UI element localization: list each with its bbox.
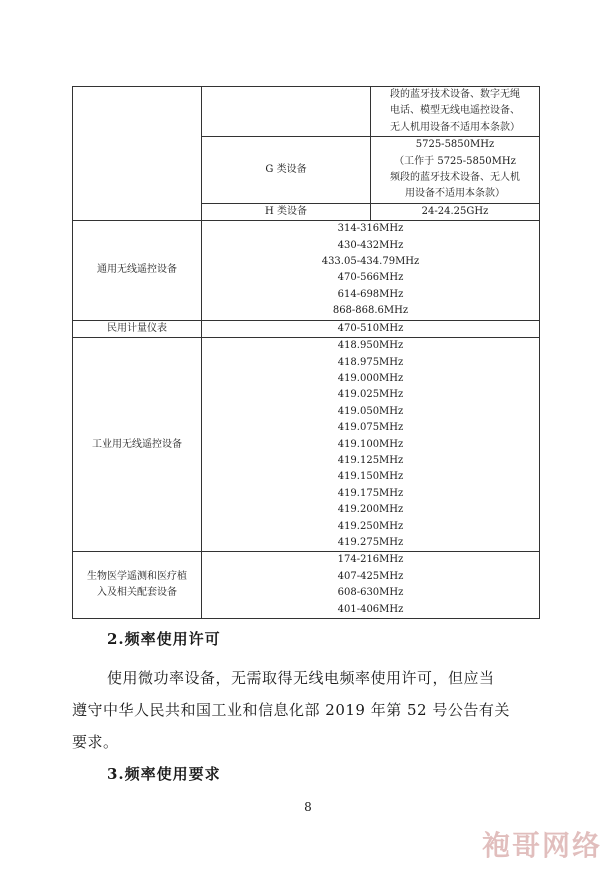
section-2-paragraph-line: 使用微功率设备，无需取得无线电频率使用许可，但应当 — [107, 669, 495, 687]
frequency-text: 868-868.6MHz — [332, 305, 409, 317]
frequency-cell — [202, 338, 540, 552]
frequency-text: 电话、模型无线电遥控设备、 — [390, 105, 520, 117]
frequency-text: 174-216MHz — [337, 554, 404, 566]
frequency-text: 608-630MHz — [337, 587, 404, 599]
frequency-text: 用设备不适用本条款） — [405, 188, 505, 200]
frequency-table — [72, 86, 540, 619]
frequency-cell — [202, 221, 540, 320]
frequency-text: 407-425MHz — [337, 570, 404, 582]
table-row — [73, 87, 540, 137]
subtype-cell-empty — [202, 87, 371, 137]
frequency-text: 419.000MHz — [337, 372, 404, 384]
category-cell — [73, 320, 202, 337]
frequency-text: 419.075MHz — [337, 422, 404, 434]
category-label: 民用计量仪表 — [107, 322, 167, 334]
frequency-text: 419.200MHz — [337, 504, 404, 516]
category-label: 生物医学遥测和医疗植 — [87, 570, 187, 582]
category-cell — [73, 338, 202, 552]
frequency-text: 段的蓝牙技术设备、数字无绳 — [390, 89, 520, 100]
frequency-text: 433.05-434.79MHz — [321, 256, 420, 268]
frequency-text: 419.100MHz — [337, 438, 404, 450]
frequency-cell — [371, 203, 540, 220]
section-2-paragraph-line: 要求。 — [72, 733, 119, 751]
frequency-text: （工作于 5725-5850MHz — [394, 155, 516, 167]
category-cell-continued — [73, 87, 202, 221]
table-row — [73, 552, 540, 619]
frequency-text: 419.150MHz — [337, 471, 404, 483]
page-number: 8 — [304, 800, 312, 814]
frequency-text: 419.125MHz — [337, 454, 404, 466]
frequency-text: 419.050MHz — [337, 405, 404, 417]
frequency-cell — [202, 552, 540, 619]
subtype-label: G 类设备 — [265, 163, 307, 175]
frequency-text: 314-316MHz — [337, 223, 404, 235]
frequency-text: 470-566MHz — [337, 272, 404, 284]
subtype-cell — [202, 203, 371, 220]
frequency-text: 401-406MHz — [337, 603, 404, 615]
table-row — [73, 338, 540, 552]
frequency-cell — [371, 87, 540, 137]
frequency-text: 430-432MHz — [337, 239, 404, 251]
frequency-text: 418.950MHz — [337, 340, 404, 352]
category-label: 通用无线遥控设备 — [97, 264, 177, 276]
frequency-text: 419.025MHz — [337, 389, 404, 401]
frequency-cell — [202, 320, 540, 337]
table-row — [73, 221, 540, 320]
section-2-paragraph-line: 遵守中华人民共和国工业和信息化部 2019 年第 52 号公告有关 — [72, 701, 510, 719]
subtype-cell — [202, 137, 371, 204]
category-cell — [73, 552, 202, 619]
watermark-text: 袍哥网络 — [481, 829, 602, 862]
category-label: 入及相关配套设备 — [97, 587, 177, 599]
frequency-text: 614-698MHz — [337, 288, 404, 300]
frequency-text: 无人机用设备不适用本条款） — [390, 121, 520, 133]
frequency-text: 419.250MHz — [337, 520, 404, 532]
category-label: 工业用无线遥控设备 — [92, 438, 182, 450]
frequency-text: 419.275MHz — [337, 536, 404, 548]
table-row — [73, 320, 540, 337]
category-cell — [73, 221, 202, 320]
section-2-heading: 2.频率使用许可 — [107, 630, 221, 648]
frequency-text: 24-24.25GHz — [421, 205, 489, 217]
frequency-text: 418.975MHz — [337, 356, 404, 368]
frequency-text: 419.175MHz — [337, 487, 404, 499]
frequency-text: 470-510MHz — [337, 322, 404, 334]
frequency-text: 频段的蓝牙技术设备、无人机 — [390, 172, 520, 184]
section-3-heading: 3.频率使用要求 — [107, 765, 221, 783]
subtype-label: H 类设备 — [265, 205, 307, 217]
frequency-text: 5725-5850MHz — [415, 139, 495, 151]
frequency-cell — [371, 137, 540, 204]
